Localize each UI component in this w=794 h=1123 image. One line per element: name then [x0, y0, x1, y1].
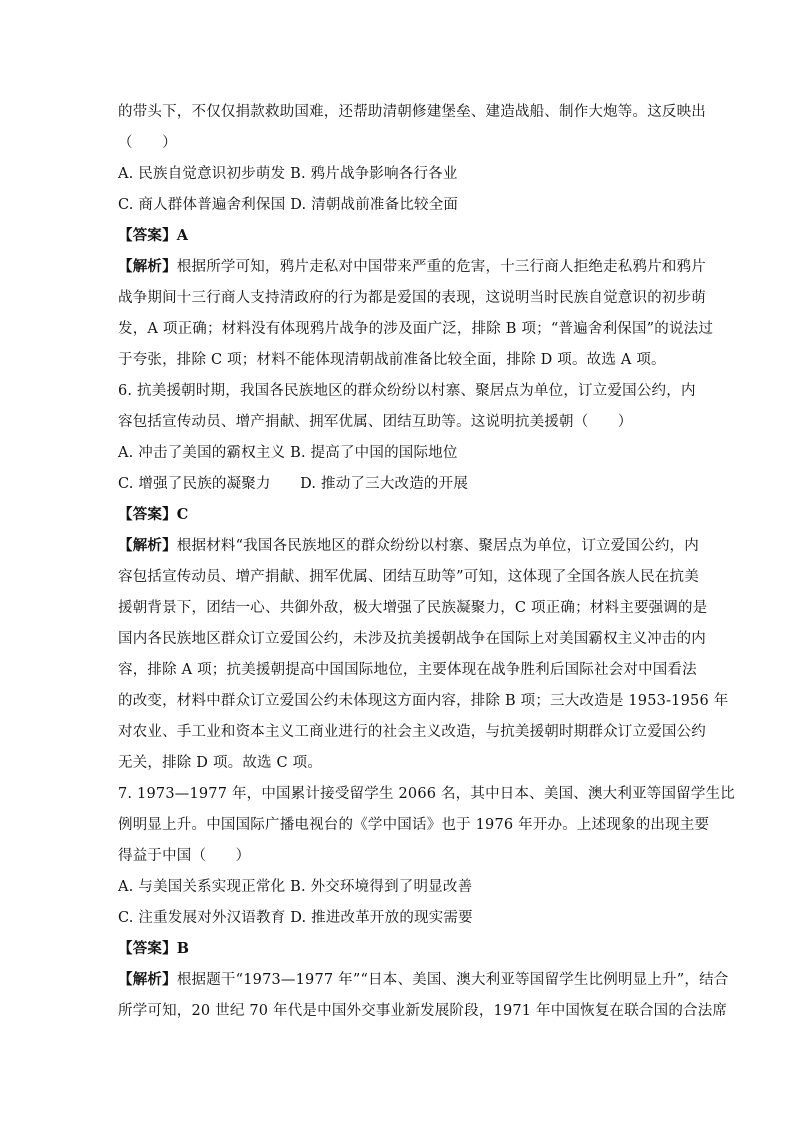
option-line: A. 与美国关系实现正常化 B. 外交环境得到了明显改善 [118, 879, 473, 895]
question-line: 7. 1973—1977 年，中国累计接受留学生 2066 名，其中日本、美国、澳大利亚等国留学生比 [118, 786, 735, 802]
text-line: 发，A 项正确；材料没有体现鸦片战争的涉及面广泛，排除 B 项；“普遍舍利保国”的说法过 [118, 321, 714, 337]
text-line: 于夸张，排除 C 项；材料不能体现清朝战前准备比较全面，排除 D 项。故选 A 项。 [118, 352, 666, 368]
text-line: 国内各民族地区群众订立爱国公约，未涉及抗美援朝战争在国际上对美国霸权主义冲击的内 [118, 631, 706, 647]
option-line: A. 民族自觉意识初步萌发 B. 鸦片战争影响各行各业 [118, 166, 458, 182]
analysis-label: 【解析】 [118, 537, 177, 554]
question-line: 例明显上升。中国国际广播电视台的《学中国话》也于 1976 年开办。上述现象的出现主要 [118, 817, 710, 833]
analysis-text: 根据题干“1973—1977 年”“日本、美国、澳大利亚等国留学生比例明显上升”，结合 [176, 972, 729, 988]
text-line: 的改变，材料中群众订立爱国公约未体现这方面内容，排除 B 项；三大改造是 1953-1956 年 [118, 693, 729, 709]
analysis-line [118, 258, 707, 276]
option-line: A. 冲击了美国的霸权主义 B. 提高了中国的国际地位 [118, 445, 458, 461]
answer-line: 【答案】C [118, 506, 189, 523]
question-line: 得益于中国（ ） [118, 848, 251, 864]
question-blank: （ ） [118, 135, 177, 151]
text-line: 容包括宣传动员、增产捐献、拥军优属、团结互助等”可知，这体现了全国各族人民在抗美 [118, 569, 699, 585]
answer-line: 【答案】B [118, 940, 190, 957]
question-line: 容包括宣传动员、增产捐献、拥军优属、团结互助等。这说明抗美援朝（ ） [118, 414, 633, 430]
option-line: C. 商人群体普遍舍利保国 D. 清朝战前准备比较全面 [118, 197, 459, 213]
option-line: C. 增强了民族的凝聚力 D. 推动了三大改造的开展 [118, 476, 469, 492]
answer-line: 【答案】A [118, 227, 189, 244]
analysis-line [118, 537, 699, 555]
text-line: 战争期间十三行商人支持清政府的行为都是爱国的表现，这说明当时民族自觉意识的初步萌 [118, 290, 706, 306]
text-line: 所学可知，20 世纪 70 年代是中国外交事业新发展阶段，1971 年中国恢复在联合国的合法席 [118, 1003, 728, 1019]
text-line: 对农业、手工业和资本主义工商业进行的社会主义改造，与抗美援朝时期群众订立爱国公约 [118, 724, 706, 740]
analysis-line [118, 971, 729, 989]
question-line: 6. 抗美援朝时期，我国各民族地区的群众纷纷以村寨、聚居点为单位，订立爱国公约，内 [118, 383, 696, 399]
option-line: C. 注重发展对外汉语教育 D. 推进改革开放的现实需要 [118, 910, 473, 926]
text-line: 的带头下，不仅仅捐款救助国难，还帮助清朝修建堡垒、建造战船、制作大炮等。这反映出 [118, 104, 706, 120]
text-line: 容，排除 A 项；抗美援朝提高中国国际地位，主要体现在战争胜利后国际社会对中国看法 [118, 662, 697, 678]
text-line: 无关，排除 D 项。故选 C 项。 [118, 755, 323, 771]
analysis-text: 根据所学可知，鸦片走私对中国带来严重的危害，十三行商人拒绝走私鸦片和鸦片 [176, 259, 707, 275]
analysis-label: 【解析】 [118, 971, 177, 988]
analysis-text: 根据材料“我国各民族地区的群众纷纷以村寨、聚居点为单位，订立爱国公约，内 [176, 538, 699, 554]
analysis-label: 【解析】 [118, 258, 177, 275]
text-line: 援朝背景下，团结一心、共御外敌，极大增强了民族凝聚力，C 项正确；材料主要强调的是 [118, 600, 708, 616]
